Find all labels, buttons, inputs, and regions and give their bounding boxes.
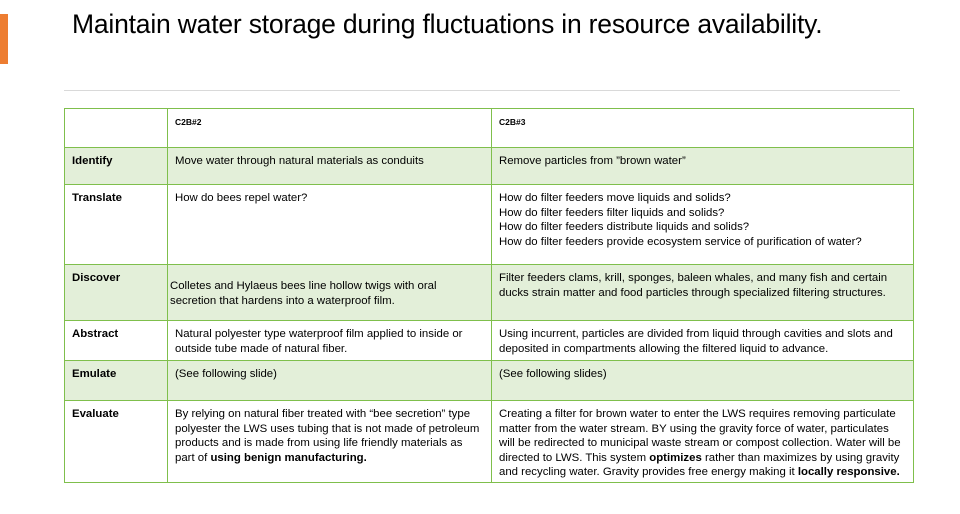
row-identify — [65, 148, 914, 185]
accent-bar — [0, 14, 8, 64]
cell-abstract-c2b3: Using incurrent, particles are divided from liquid through cavities and slots and deposited in compartments allowing the filtered liquid to advance. — [492, 321, 914, 361]
cell-identify-c2b2: Move water through natural materials as conduits — [168, 148, 492, 185]
row-label-emulate: Emulate — [65, 361, 168, 401]
cell-emulate-c2b2: (See following slide) — [168, 361, 492, 401]
question-line: How do filter feeders provide ecosystem service of purification of water? — [499, 235, 862, 248]
cell-evaluate-c2b2 — [168, 401, 492, 483]
evaluate-c2b2-text: By relying on natural fiber treated with “bee secretion” type polyester the LWS uses tubing that is not made of petroleum products and is made from using life friendly materials as part of — [175, 408, 480, 464]
cell-abstract-c2b2: Natural polyester type waterproof film applied to inside or outside tube made of natural fiber. — [168, 321, 492, 361]
question-line: How do filter feeders distribute liquids and solids? — [499, 221, 750, 234]
row-abstract — [65, 321, 914, 361]
cell-translate-c2b2: How do bees repel water? — [168, 185, 492, 265]
divider — [64, 90, 900, 91]
evaluate-c2b3-part2: rather than maximizes by using gravity and recycling water. Gravity provides free energy making it — [499, 451, 900, 479]
cell-discover-c2b3: Filter feeders clams, krill, sponges, baleen whales, and many fish and certain ducks strain matter and food particles through specialized filtering structures. — [492, 265, 914, 321]
row-label-abstract: Abstract — [65, 321, 168, 361]
evaluate-c2b3-bold2: locally responsive. — [797, 466, 900, 479]
row-discover — [65, 265, 914, 321]
row-translate — [65, 185, 914, 265]
cell-evaluate-c2b3 — [492, 401, 914, 483]
question-line: How do filter feeders move liquids and solids? — [499, 192, 731, 204]
slide-title: Maintain water storage during fluctuations in resource availability. — [72, 9, 823, 39]
cell-translate-c2b3 — [492, 185, 914, 265]
evaluate-c2b3-part1: Creating a filter for brown water to enter the LWS requires removing particulate matter from the water stream. BY using the gravity force of water, particulates will be redirected to municipal waste stream or compost collection. Water will be directed to LWS. This system — [499, 408, 901, 464]
row-emulate — [65, 361, 914, 401]
header-c2b3: C2B#3 — [492, 109, 914, 148]
header-cell-empty — [65, 109, 168, 148]
row-label-evaluate: Evaluate — [65, 401, 168, 483]
biomimicry-table — [64, 108, 914, 483]
question-line: How do filter feeders filter liquids and solids? — [499, 206, 725, 219]
header-row — [65, 109, 914, 148]
cell-identify-c2b3: Remove particles from ”brown water” — [492, 148, 914, 185]
row-label-translate: Translate — [65, 185, 168, 265]
header-c2b2: C2B#2 — [168, 109, 492, 148]
cell-emulate-c2b3: (See following slides) — [492, 361, 914, 401]
row-label-discover: Discover — [65, 265, 168, 321]
cell-discover-c2b2: Colletes and Hylaeus bees line hollow twigs with oral secretion that hardens into a waterproof film. — [168, 265, 492, 321]
evaluate-c2b3-bold1: optimizes — [649, 451, 702, 464]
evaluate-c2b2-bold: using benign manufacturing. — [210, 451, 367, 464]
row-label-identify: Identify — [65, 148, 168, 185]
row-evaluate — [65, 401, 914, 483]
